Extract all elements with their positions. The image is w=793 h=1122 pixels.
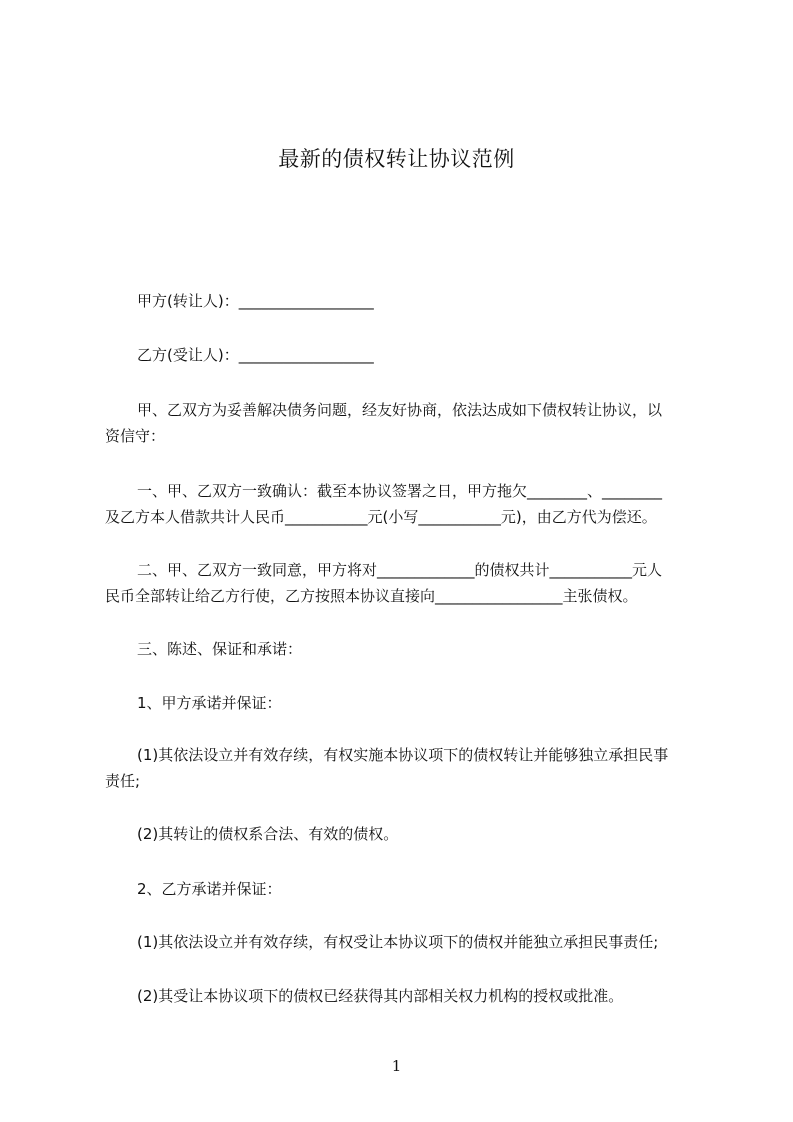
party-b-line: 乙方(受让人)：__________________ xyxy=(137,346,374,364)
clause-2-line-2: 民币全部转让给乙方行使，乙方按照本协议直接向_________________主张债权。 xyxy=(105,587,638,605)
clause-1-line-2: 及乙方本人借款共计人民币___________元(小写___________元)，由乙方代为偿还。 xyxy=(105,508,657,526)
clause-2-line-1: 二、甲、乙双方一致同意，甲方将对_____________的债权共计___________元人 xyxy=(137,561,663,579)
clause-3-heading: 三、陈述、保证和承诺： xyxy=(137,640,303,658)
party-a-warranty-1-line-1: (1)其依法设立并有效存续，有权实施本协议项下的债权转让并能够独立承担民事 xyxy=(137,746,669,764)
party-b-warranty-2: (2)其受让本协议项下的债权已经获得其内部相关权力机构的授权或批准。 xyxy=(137,987,624,1005)
preamble-line-1: 甲、乙双方为妥善解决债务问题，经友好协商，依法达成如下债权转让协议，以 xyxy=(137,401,663,419)
preamble-line-2: 资信守： xyxy=(105,427,166,445)
party-a-warranty-1-line-2: 责任; xyxy=(105,772,141,790)
party-b-warranty-1: (1)其依法设立并有效存续，有权受让本协议项下的债权并能独立承担民事责任; xyxy=(137,933,659,951)
page-number: 1 xyxy=(391,1057,402,1075)
party-a-line: 甲方(转让人)：__________________ xyxy=(137,292,374,310)
party-b-warranty-heading: 2、乙方承诺并保证： xyxy=(137,880,282,898)
clause-1-line-1: 一、甲、乙双方一致确认：截至本协议签署之日，甲方拖欠________、________ xyxy=(137,482,663,500)
party-a-warranty-heading: 1、甲方承诺并保证： xyxy=(137,694,282,712)
party-a-warranty-2: (2)其转让的债权系合法、有效的债权。 xyxy=(137,825,399,843)
document-title: 最新的债权转让协议范例 xyxy=(278,147,515,171)
